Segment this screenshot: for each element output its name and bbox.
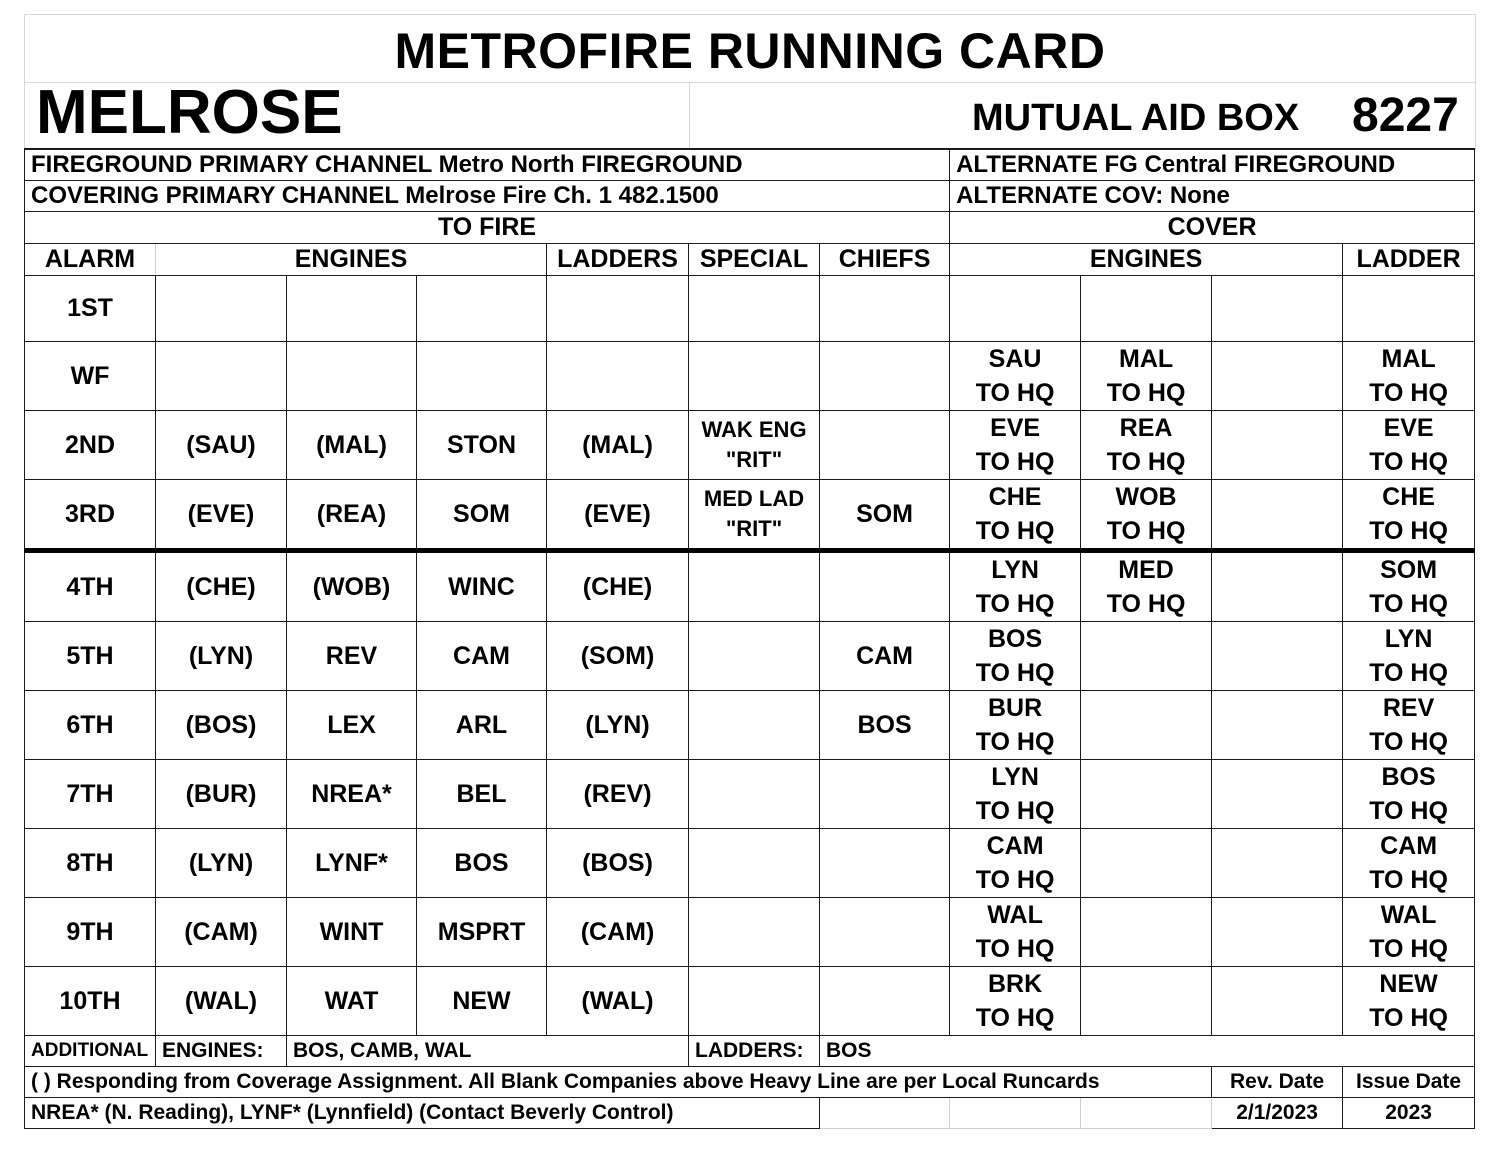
alarm-row <box>25 966 1475 1035</box>
cell-line: TO HQ <box>975 1003 1055 1032</box>
cover-ladder-header: LADDER <box>1343 243 1475 275</box>
alarm-cell: 4TH <box>25 550 156 621</box>
engine-1-cell: (BUR) <box>156 759 287 828</box>
chief-cell <box>820 759 950 828</box>
fireground-alternate-channel: ALTERNATE FG Central FIREGROUND <box>950 149 1475 180</box>
cell-line: TO HQ <box>975 796 1055 825</box>
engine-3-cell: WINC <box>417 550 547 621</box>
alarm-cell: 9TH <box>25 897 156 966</box>
cell-line: LYN <box>1384 624 1433 653</box>
cover-engine-1-cell <box>950 341 1081 410</box>
section-header-row <box>25 211 1475 243</box>
engine-3-cell <box>417 275 547 341</box>
box-label: MUTUAL AID BOX <box>972 97 1300 139</box>
cell-line: WAK ENG <box>701 416 807 442</box>
ladders-header: LADDERS <box>547 243 689 275</box>
cover-ladder-cell <box>1343 479 1475 550</box>
special-cell <box>689 410 820 479</box>
rev-date-label: Rev. Date <box>1212 1066 1343 1097</box>
abbreviation-note: NREA* (N. Reading), LYNF* (Lynnfield) (Contact Beverly Control) <box>25 1097 820 1128</box>
engine-3-cell: SOM <box>417 479 547 550</box>
alarm-row <box>25 621 1475 690</box>
engine-2-cell: WINT <box>287 897 417 966</box>
cell-line: BOS <box>987 624 1043 653</box>
cell-line: BOS <box>1381 762 1436 791</box>
engine-2-cell: WAT <box>287 966 417 1035</box>
special-header: SPECIAL <box>689 243 820 275</box>
cell-line: TO HQ <box>1369 934 1448 963</box>
cell-line: TO HQ <box>975 589 1055 618</box>
engine-3-cell: BOS <box>417 828 547 897</box>
engine-3-cell: STON <box>417 410 547 479</box>
cover-engine-2-cell <box>1081 621 1212 690</box>
engine-3-cell: ARL <box>417 690 547 759</box>
channel-row-fireground <box>25 149 1475 180</box>
cover-engine-3-cell <box>1212 410 1343 479</box>
cell-line: TO HQ <box>1369 796 1448 825</box>
special-cell <box>689 275 820 341</box>
alarm-row <box>25 410 1475 479</box>
additional-label: ADDITIONAL <box>25 1035 156 1066</box>
channel-row-covering <box>25 180 1475 211</box>
cover-ladder-cell <box>1343 410 1475 479</box>
cover-ladder-cell <box>1343 341 1475 410</box>
chief-cell <box>820 341 950 410</box>
cell-line: CHE <box>1382 482 1435 511</box>
ladder-cell: (EVE) <box>547 479 689 550</box>
special-cell <box>689 897 820 966</box>
cover-engine-3-cell <box>1212 621 1343 690</box>
cell-line: TO HQ <box>1369 516 1448 545</box>
alarm-row <box>25 341 1475 410</box>
cover-engine-1-cell <box>950 690 1081 759</box>
chief-cell <box>820 966 950 1035</box>
cover-engine-3-cell <box>1212 759 1343 828</box>
alarm-row <box>25 759 1475 828</box>
chief-cell <box>820 897 950 966</box>
cell-line: TO HQ <box>1369 378 1448 407</box>
engine-1-cell: (WAL) <box>156 966 287 1035</box>
cell-line: TO HQ <box>1369 865 1448 894</box>
footer-row-2 <box>25 1097 1475 1128</box>
chief-cell: SOM <box>820 479 950 550</box>
cover-engine-3-cell <box>1212 550 1343 621</box>
cover-engine-3-cell <box>1212 341 1343 410</box>
cell-line: TO HQ <box>975 378 1055 407</box>
engine-2-cell: REV <box>287 621 417 690</box>
cell-line: TO HQ <box>975 447 1055 476</box>
alarm-cell: WF <box>25 341 156 410</box>
cover-engine-1-cell <box>950 479 1081 550</box>
fireground-primary-channel: FIREGROUND PRIMARY CHANNEL Metro North FIREGROUND <box>25 149 950 180</box>
cell-line: BUR <box>987 693 1043 722</box>
engines-header: ENGINES <box>156 243 547 275</box>
engine-2-cell: (REA) <box>287 479 417 550</box>
cell-line: CAM <box>986 831 1044 860</box>
cell-line: SOM <box>1380 555 1438 584</box>
cover-ladder-cell <box>1343 897 1475 966</box>
cell-line: SAU <box>988 344 1042 373</box>
chief-cell: CAM <box>820 621 950 690</box>
cell-line: "RIT" <box>725 515 783 541</box>
cover-engine-2-cell <box>1081 479 1212 550</box>
alarm-cell: 3RD <box>25 479 156 550</box>
ladder-cell: (CHE) <box>547 550 689 621</box>
cell-line: "RIT" <box>725 446 783 472</box>
cell-line: TO HQ <box>975 727 1055 756</box>
cover-engine-2-cell <box>1081 897 1212 966</box>
special-cell <box>689 341 820 410</box>
cover-engine-1-cell <box>950 275 1081 341</box>
cover-engine-1-cell <box>950 897 1081 966</box>
cover-engine-2-cell <box>1081 550 1212 621</box>
cell-line: TO HQ <box>1106 447 1186 476</box>
engine-2-cell <box>287 341 417 410</box>
special-cell <box>689 550 820 621</box>
alarm-row <box>25 550 1475 621</box>
cell-line: TO HQ <box>1369 658 1448 687</box>
engine-1-cell: (CHE) <box>156 550 287 621</box>
cover-engine-1-cell <box>950 550 1081 621</box>
cover-ladder-cell <box>1343 621 1475 690</box>
chief-cell <box>820 275 950 341</box>
cell-line: CHE <box>988 482 1042 511</box>
cell-line: TO HQ <box>975 865 1055 894</box>
cell-line: BRK <box>987 969 1043 998</box>
page-title: METROFIRE RUNNING CARD <box>24 14 1476 83</box>
special-cell <box>689 828 820 897</box>
cell-line: MAL <box>1119 344 1174 373</box>
cell-line: CAM <box>1380 831 1438 860</box>
cell-line: NEW <box>1379 969 1438 998</box>
cover-ladder-cell <box>1343 828 1475 897</box>
ladder-cell: (BOS) <box>547 828 689 897</box>
alarm-row <box>25 690 1475 759</box>
cell-line: MED LAD <box>703 485 805 511</box>
cell-line: TO HQ <box>1369 589 1448 618</box>
alarm-cell: 5TH <box>25 621 156 690</box>
engine-2-cell: LYNF* <box>287 828 417 897</box>
issue-date-label: Issue Date <box>1343 1066 1475 1097</box>
engine-2-cell: (MAL) <box>287 410 417 479</box>
engine-3-cell: NEW <box>417 966 547 1035</box>
engine-1-cell: (EVE) <box>156 479 287 550</box>
additional-engines-value: BOS, CAMB, WAL <box>287 1035 689 1066</box>
alarm-row <box>25 828 1475 897</box>
special-cell <box>689 759 820 828</box>
additional-ladders-label: LADDERS: <box>689 1035 820 1066</box>
alarm-cell: 1ST <box>25 275 156 341</box>
special-cell <box>689 479 820 550</box>
cell-line: TO HQ <box>1106 378 1186 407</box>
chief-cell <box>820 550 950 621</box>
running-card-table <box>24 148 1475 1129</box>
covering-primary-channel: COVERING PRIMARY CHANNEL Melrose Fire Ch. 1 482.1500 <box>25 180 950 211</box>
cell-line: TO HQ <box>975 658 1055 687</box>
special-cell <box>689 690 820 759</box>
ladder-cell <box>547 341 689 410</box>
cover-engine-1-cell <box>950 410 1081 479</box>
cell-line: REV <box>1382 693 1435 722</box>
engine-1-cell <box>156 341 287 410</box>
cell-line: LYN <box>991 555 1039 584</box>
cover-engine-2-cell <box>1081 759 1212 828</box>
cover-engine-3-cell <box>1212 690 1343 759</box>
alarm-cell: 2ND <box>25 410 156 479</box>
ladder-cell: (MAL) <box>547 410 689 479</box>
cover-header: COVER <box>950 211 1475 243</box>
additional-row <box>25 1035 1475 1066</box>
town-name: MELROSE <box>36 78 343 147</box>
rev-date-value: 2/1/2023 <box>1212 1097 1343 1128</box>
cover-engine-2-cell <box>1081 690 1212 759</box>
cell-line: TO HQ <box>1106 516 1186 545</box>
cover-engine-3-cell <box>1212 479 1343 550</box>
engine-3-cell: MSPRT <box>417 897 547 966</box>
cover-engine-3-cell <box>1212 275 1343 341</box>
cell-line: TO HQ <box>975 516 1055 545</box>
ladder-cell <box>547 275 689 341</box>
engine-3-cell: CAM <box>417 621 547 690</box>
engine-2-cell: NREA* <box>287 759 417 828</box>
column-header-row <box>25 243 1475 275</box>
engine-3-cell: BEL <box>417 759 547 828</box>
additional-engines-label: ENGINES: <box>156 1035 287 1066</box>
issue-date-value: 2023 <box>1343 1097 1475 1128</box>
alarm-header: ALARM <box>25 243 156 275</box>
cover-engine-2-cell <box>1081 341 1212 410</box>
engine-3-cell <box>417 341 547 410</box>
engine-1-cell: (LYN) <box>156 621 287 690</box>
cell-line: EVE <box>990 413 1041 442</box>
engine-1-cell: (SAU) <box>156 410 287 479</box>
chief-cell <box>820 828 950 897</box>
special-cell <box>689 621 820 690</box>
engine-1-cell: (LYN) <box>156 828 287 897</box>
cell-line: TO HQ <box>975 934 1055 963</box>
cell-line: TO HQ <box>1369 1003 1448 1032</box>
cover-engine-1-cell <box>950 828 1081 897</box>
cover-engine-2-cell <box>1081 275 1212 341</box>
cell-line: TO HQ <box>1369 727 1448 756</box>
additional-ladders-value: BOS <box>820 1035 1475 1066</box>
ladder-cell: (REV) <box>547 759 689 828</box>
ladder-cell: (LYN) <box>547 690 689 759</box>
ladder-cell: (SOM) <box>547 621 689 690</box>
engine-1-cell <box>156 275 287 341</box>
cover-ladder-cell <box>1343 966 1475 1035</box>
cover-engine-3-cell <box>1212 828 1343 897</box>
special-cell <box>689 966 820 1035</box>
engine-2-cell: LEX <box>287 690 417 759</box>
cover-engine-2-cell <box>1081 410 1212 479</box>
cell-line: WOB <box>1115 482 1177 511</box>
cell-line: REA <box>1119 413 1173 442</box>
engine-1-cell: (CAM) <box>156 897 287 966</box>
chief-cell <box>820 410 950 479</box>
cover-ladder-cell <box>1343 759 1475 828</box>
ladder-cell: (CAM) <box>547 897 689 966</box>
cover-ladder-cell <box>1343 690 1475 759</box>
cell-line: TO HQ <box>1106 589 1186 618</box>
cell-line: TO HQ <box>1369 447 1448 476</box>
chiefs-header: CHIEFS <box>820 243 950 275</box>
alarm-cell: 6TH <box>25 690 156 759</box>
cover-engine-1-cell <box>950 759 1081 828</box>
cell-line: WAL <box>987 900 1043 929</box>
cell-line: MED <box>1118 555 1174 584</box>
cover-engine-2-cell <box>1081 966 1212 1035</box>
cover-ladder-cell <box>1343 275 1475 341</box>
to-fire-header: TO FIRE <box>25 211 950 243</box>
header-divider <box>689 82 690 148</box>
alarm-row <box>25 897 1475 966</box>
alarm-cell: 7TH <box>25 759 156 828</box>
cover-engine-1-cell <box>950 621 1081 690</box>
footer-row-1 <box>25 1066 1475 1097</box>
alarm-rows <box>25 275 1475 1035</box>
alarm-row <box>25 479 1475 550</box>
engine-2-cell <box>287 275 417 341</box>
cell-line: MAL <box>1381 344 1436 373</box>
box-number: 8227 <box>1352 89 1459 142</box>
alarm-cell: 8TH <box>25 828 156 897</box>
cell-line: LYN <box>991 762 1039 791</box>
cover-engine-2-cell <box>1081 828 1212 897</box>
cell-line: WAL <box>1380 900 1437 929</box>
covering-alternate-channel: ALTERNATE COV: None <box>950 180 1475 211</box>
engine-2-cell: (WOB) <box>287 550 417 621</box>
cover-engine-3-cell <box>1212 966 1343 1035</box>
cover-ladder-cell <box>1343 550 1475 621</box>
alarm-row <box>25 275 1475 341</box>
engine-1-cell: (BOS) <box>156 690 287 759</box>
cover-engines-header: ENGINES <box>950 243 1343 275</box>
cover-engine-1-cell <box>950 966 1081 1035</box>
alarm-cell: 10TH <box>25 966 156 1035</box>
cell-line: EVE <box>1383 413 1434 442</box>
chief-cell: BOS <box>820 690 950 759</box>
ladder-cell: (WAL) <box>547 966 689 1035</box>
coverage-note: ( ) Responding from Coverage Assignment. All Blank Companies above Heavy Line are per Local Runcards <box>25 1066 1212 1097</box>
cover-engine-3-cell <box>1212 897 1343 966</box>
